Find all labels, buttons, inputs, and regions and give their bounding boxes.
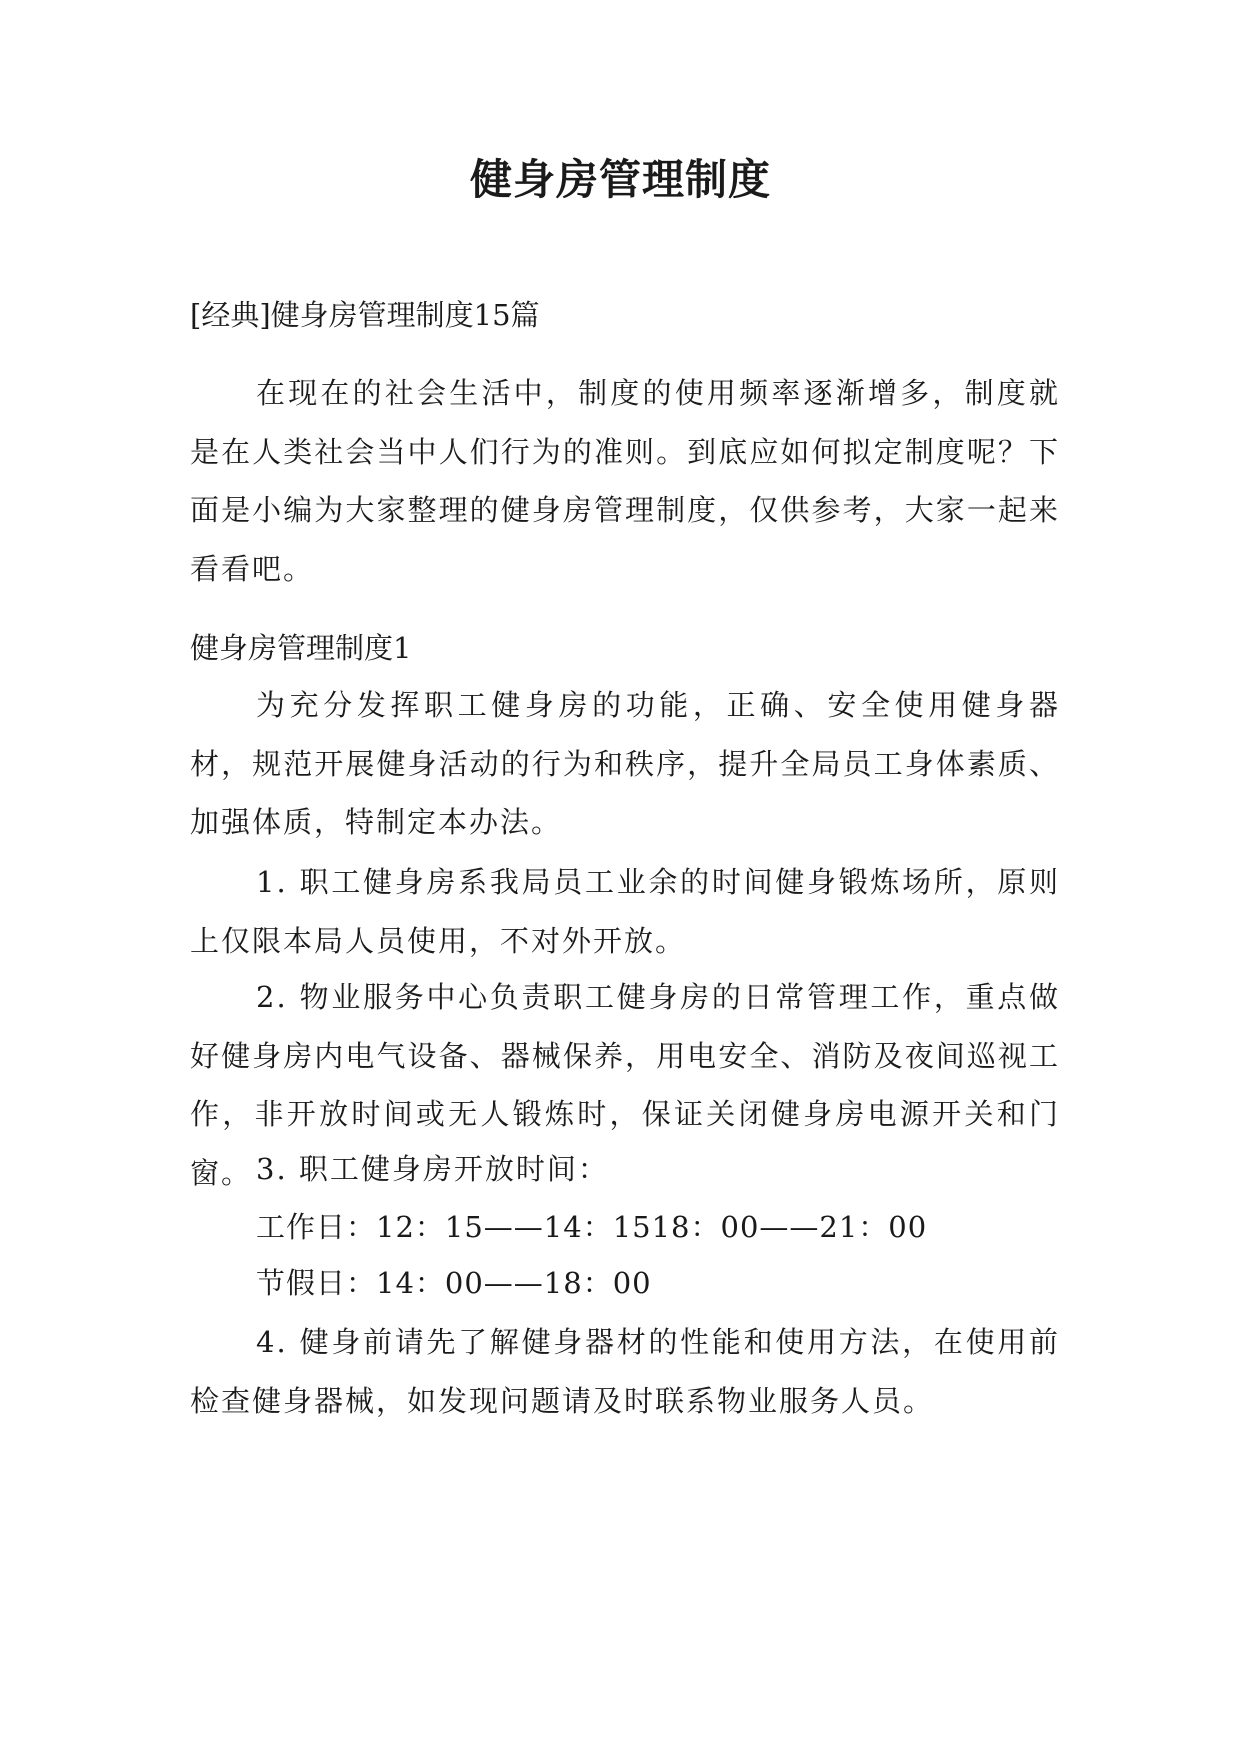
rule-item-4: 4. 健身前请先了解健身器材的性能和使用方法，在使用前检查健身器械，如发现问题请及时联系物业服务人员。 <box>190 1325 1060 1418</box>
rule-item-1: 1. 职工健身房系我局员工业余的时间健身锻炼场所，原则上仅限本局人员使用，不对外开放。 <box>190 865 1060 958</box>
rule-item-3: 3. 职工健身房开放时间： <box>256 1152 609 1186</box>
intro-paragraph: 在现在的社会生活中，制度的使用频率逐渐增多，制度就是在人类社会当中人们行为的准则。到底应如何拟定制度呢？下面是小编为大家整理的健身房管理制度，仅供参考，大家一起来看看吧。 <box>190 376 1060 586</box>
rule-item-2: 2. 物业服务中心负责职工健身房的日常管理工作，重点做好健身房内电气设备、器械保养，用电安全、消防及夜间巡视工作，非开放时间或无人锻炼时，保证关闭健身房电源开关和门窗。 <box>190 980 1060 1190</box>
section-heading: 健身房管理制度1 <box>190 631 412 665</box>
section-intro-paragraph: 为充分发挥职工健身房的功能，正确、安全使用健身器材，规范开展健身活动的行为和秩序，提升全局员工身体素质、加强体质，特制定本办法。 <box>190 688 1060 839</box>
workday-hours: 工作日：12：15——14：1518：00——21：00 <box>256 1210 928 1244</box>
document-subtitle: [经典]健身房管理制度15篇 <box>190 298 540 332</box>
holiday-hours: 节假日：14：00——18：00 <box>256 1266 652 1300</box>
document-title: 健身房管理制度 <box>469 155 771 204</box>
